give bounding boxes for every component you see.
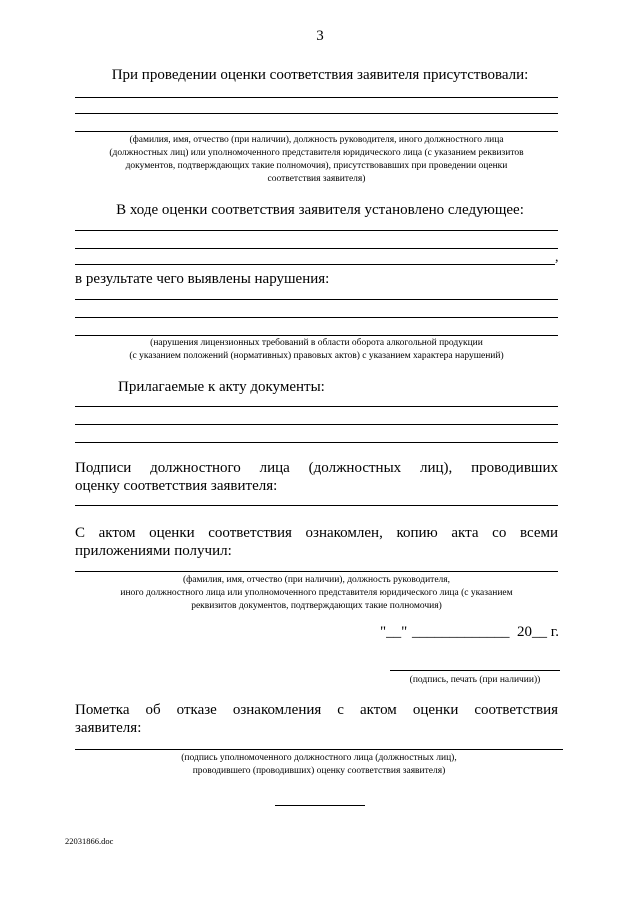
signature-stamp-caption: (подпись, печать (при наличии)) (409, 675, 541, 685)
attendees-line-3[interactable] (75, 131, 558, 132)
violations-line-3[interactable] (75, 335, 558, 336)
refusal-note-line-1: Пометка об отказе ознакомления с актом оценки соответствия (75, 702, 558, 718)
findings-line-3[interactable] (75, 264, 555, 265)
acknowledgement-caption-line: реквизитов документов, подтверждающих такие полномочия) (191, 601, 442, 611)
acknowledgement-name-line[interactable] (75, 571, 558, 572)
findings-line-1[interactable] (75, 230, 558, 231)
acknowledgement-caption-line: (фамилия, имя, отчество (при наличии), должность руководителя, (182, 575, 451, 585)
closing-separator (275, 805, 365, 806)
signature-stamp-line[interactable] (390, 670, 560, 671)
attendees-caption-line: соответствия заявителя) (267, 174, 366, 184)
document-id: 22031866.doc (65, 836, 114, 846)
refusal-caption (75, 752, 563, 778)
officials-signatures-line-2: оценку соответствия заявителя: (75, 478, 278, 494)
findings-line-2[interactable] (75, 248, 558, 249)
violations-caption-line: (с указанием положений (нормативных) правовых актов) с указанием характера нарушений) (129, 351, 504, 361)
officials-signature-line[interactable] (75, 505, 558, 506)
violations-label: в результате чего выявлены нарушения: (75, 271, 330, 287)
attachments-line-1[interactable] (75, 406, 558, 407)
date-day[interactable]: "__" (380, 624, 408, 640)
violations-caption-line: (нарушения лицензионных требований в области оборота алкогольной продукции (150, 338, 483, 348)
refusal-note-line-2: заявителя: (75, 720, 142, 736)
acknowledgement-caption-line: иного должностного лица или уполномоченного представителя юридического лица (с указанием (120, 588, 513, 598)
attendees-caption-line: (должностных лиц) или уполномоченного представителя юридического лица (с указанием реквизитов (109, 148, 524, 158)
attendees-caption (75, 134, 558, 186)
date-month[interactable]: _____________ (412, 624, 510, 640)
attachments-line-3[interactable] (75, 442, 558, 443)
acknowledgement-line-2: приложениями получил: (75, 543, 232, 559)
acknowledgement-caption (75, 574, 558, 613)
attachments-line-2[interactable] (75, 424, 558, 425)
refusal-signature-line[interactable] (75, 749, 563, 750)
attendees-caption-line: документов, подтверждающих такие полномочия), присутствовавших при проведении оценки (125, 161, 508, 171)
attachments-heading: Прилагаемые к акту документы: (118, 379, 325, 395)
violations-caption (75, 337, 558, 363)
findings-heading: В ходе оценки соответствия заявителя установлено следующее: (116, 202, 524, 218)
refusal-caption-line: проводившего (проводивших) оценку соответствия заявителя) (192, 766, 446, 776)
acknowledgement-line-1: С актом оценки соответствия ознакомлен, копию акта со всеми (75, 525, 558, 541)
attendees-caption-line: (фамилия, имя, отчество (при наличии), должность руководителя, иного должностного лица (129, 135, 504, 145)
date-year[interactable]: 20__ г. (517, 624, 559, 640)
refusal-caption-line: (подпись уполномоченного должностного лица (должностных лиц), (181, 753, 457, 763)
violations-line-1[interactable] (75, 299, 558, 300)
attendees-heading: При проведении оценки соответствия заявителя присутствовали: (111, 67, 529, 83)
officials-signatures-line-1: Подписи должностного лица (должностных лиц), проводивших (75, 460, 558, 476)
page-number: 3 (316, 28, 324, 44)
trailing-comma: , (555, 250, 559, 265)
violations-line-2[interactable] (75, 317, 558, 318)
attendees-line-2[interactable] (75, 113, 558, 114)
attendees-line-1[interactable] (75, 97, 558, 98)
